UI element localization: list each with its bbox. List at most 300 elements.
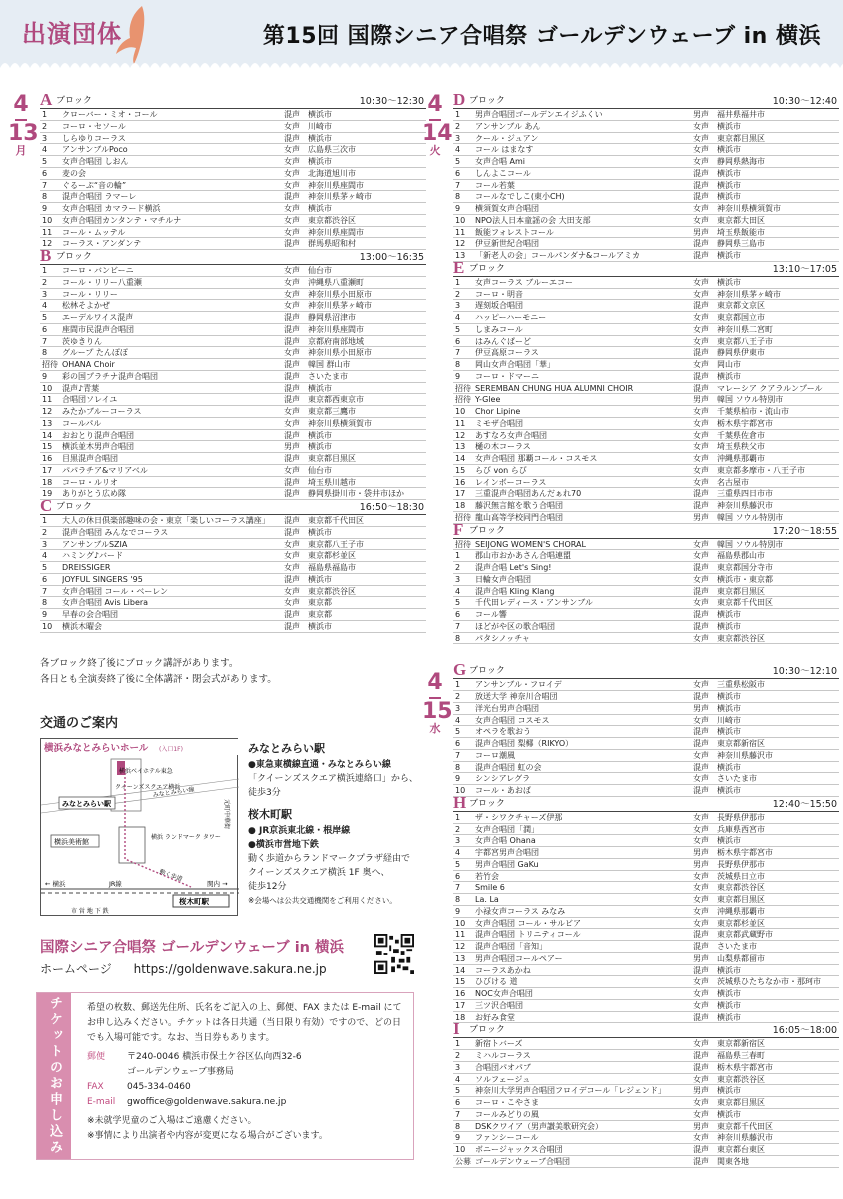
map-landmark: 横浜 ランドマーク タワー [151, 834, 221, 841]
group-name: レインボーコーラス [475, 477, 547, 487]
group-name: 遅刻坂合唱団 [475, 301, 523, 311]
group-location: 横浜市 [308, 442, 332, 452]
block-letter: A [40, 90, 53, 109]
performer-row [40, 121, 426, 133]
performer-row [453, 953, 839, 965]
performer-row [453, 180, 839, 192]
group-name: コール はまなす [475, 145, 534, 155]
group-name: 混声合唱団 みんなでコーラス [62, 527, 169, 537]
voice-type: 混声 [284, 239, 300, 249]
row-number: 18 [42, 477, 53, 487]
row-number: 6 [455, 1098, 461, 1107]
voice-type: 女声 [693, 289, 709, 299]
voice-type: 混声 [284, 371, 300, 381]
voice-type: 女声 [284, 539, 300, 549]
performer-row [453, 359, 839, 371]
row-number: 9 [42, 204, 48, 213]
group-location: 栃木県宇都宮市 [717, 1062, 773, 1072]
row-number: 7 [42, 180, 48, 190]
note-line: 各日とも全演奏終了後に全体講評・閉会式があります。 [40, 674, 277, 685]
row-number: 3 [42, 289, 48, 299]
row-number: 8 [455, 762, 461, 772]
performer-row [40, 586, 426, 598]
performer-row [453, 1156, 839, 1168]
row-number: 16 [42, 454, 53, 463]
group-location: 東京都文京区 [717, 301, 765, 311]
group-location: 神奈川県座間市 [308, 324, 364, 334]
row-number: 5 [455, 598, 461, 608]
group-location: 神奈川県座間市 [308, 180, 364, 190]
map-mm-station: みなとみらい駅 [62, 800, 111, 808]
row-number: 3 [455, 703, 461, 713]
row-number: 6 [455, 168, 461, 178]
group-location: 神奈川県藤沢市 [717, 1133, 773, 1143]
group-location: 横浜市 [308, 133, 332, 143]
group-name: コール・ムッテル [62, 227, 126, 237]
performer-row [40, 539, 426, 551]
group-location: 神奈川県藤沢市 [717, 501, 773, 510]
performer-row [453, 215, 839, 227]
voice-type: 女声 [693, 1133, 709, 1143]
website-line [40, 960, 327, 977]
group-location: 横浜市 [717, 727, 741, 737]
performer-row [453, 312, 839, 324]
access-map-drawing [41, 739, 239, 917]
voice-type: 女声 [693, 633, 709, 643]
block-e [453, 257, 839, 524]
performer-row [453, 477, 839, 489]
group-name: 合唱団ソレイユ [62, 395, 118, 405]
group-name: コール・あおば [475, 786, 531, 795]
row-number: 9 [42, 371, 48, 381]
group-location: 横浜市 [308, 621, 332, 631]
row-number: 7 [455, 883, 461, 893]
map-hall-entry: (入口1F) [159, 746, 183, 753]
block-header [40, 246, 426, 265]
voice-type: 女声 [693, 1000, 709, 1010]
sk-station-name: 桜木町駅 [248, 808, 292, 821]
performer-row [40, 371, 426, 383]
group-location: 長野県伊那市 [717, 812, 765, 822]
group-name: 神奈川大学男声合唱団フロイデコール「レジェンド」 [475, 1086, 666, 1096]
right-column [453, 90, 839, 1168]
block-header [453, 660, 839, 680]
group-location: 東京都杉並区 [308, 551, 356, 561]
bird-icon [112, 4, 154, 66]
group-name: コーロ・明音 [475, 289, 523, 299]
group-name: シンシアレグラ [475, 774, 531, 784]
performer-row [40, 418, 426, 430]
performer-row [40, 133, 426, 145]
block-word: ブロック [56, 96, 92, 106]
website-url[interactable]: https://goldenwave.sakura.ne.jp [133, 962, 327, 976]
row-number: 1 [42, 516, 48, 525]
row-number: 9 [455, 371, 461, 381]
block-time: 10:30～12:40 [772, 96, 837, 107]
performer-row [40, 265, 426, 277]
performer-row [453, 394, 839, 406]
group-location: 東京都千代田区 [717, 1121, 773, 1131]
row-number: 2 [455, 563, 461, 572]
performer-row [40, 191, 426, 203]
row-number: 15 [42, 442, 53, 452]
row-number: 11 [42, 395, 53, 405]
row-number: 4 [42, 551, 48, 561]
group-name: 茨ゆきりん [62, 336, 102, 346]
row-number: 5 [42, 313, 48, 322]
block-header [453, 792, 839, 812]
performer-row [453, 347, 839, 359]
performer-row [40, 621, 426, 633]
group-location: 横浜市 [717, 1109, 741, 1119]
group-location: 東京都千代田区 [717, 598, 773, 608]
group-location: 東京都八王子市 [717, 336, 773, 346]
voice-type: 混声 [693, 383, 709, 393]
group-location: 東京都 [308, 598, 332, 608]
group-name: 大人の休日倶楽部趣味の会・東京「楽しいコーラス講座」 [62, 516, 270, 525]
voice-type: 女声 [693, 883, 709, 893]
sk-line-3: 動く歩道からランドマークプラザ経由で [248, 854, 411, 864]
group-location: 東京都八王子市 [308, 539, 364, 549]
group-location: 神奈川県座間市 [308, 227, 364, 237]
block-time: 10:30～12:10 [772, 666, 837, 678]
performer-row [40, 347, 426, 359]
voice-type: 混声 [693, 168, 709, 178]
voice-type: 混声 [693, 965, 709, 975]
voice-type: 女声 [693, 157, 709, 166]
row-number: 4 [455, 313, 461, 322]
performer-row [40, 609, 426, 621]
group-name: 横浜木曜会 [62, 621, 102, 631]
group-location: 広島県三次市 [308, 145, 356, 155]
group-location: 埼玉県川越市 [308, 477, 356, 487]
group-name: 日輪女声合唱団 [475, 574, 531, 584]
mm-line-2: 「クイーンズスクエア横浜連絡口」から、 [248, 774, 418, 784]
block-header [453, 257, 839, 277]
performer-row [40, 180, 426, 192]
voice-type: 混声 [693, 692, 709, 701]
row-number: 3 [455, 1062, 461, 1072]
map-hall-label: 横浜みなとみらいホール [44, 743, 149, 754]
performer-row [453, 574, 839, 586]
voice-type: 女声 [284, 204, 300, 213]
performer-row [40, 383, 426, 395]
group-location: 横浜市 [308, 527, 332, 537]
group-location: 兵庫県西宮市 [717, 824, 765, 834]
voice-type: 女声 [284, 586, 300, 596]
row-number: 9 [455, 774, 461, 784]
group-location: 仙台市 [308, 266, 332, 275]
group-name: 混声合唱団 トリニティコール [475, 930, 581, 940]
performer-row [453, 918, 839, 930]
voice-type: 女声 [693, 1039, 709, 1049]
voice-type: 女声 [284, 551, 300, 561]
row-number: 18 [455, 501, 466, 510]
row-number: 17 [42, 465, 53, 475]
voice-type: 女声 [693, 871, 709, 881]
row-number: 8 [455, 360, 461, 369]
performer-row [453, 203, 839, 215]
voice-type: 混声 [284, 489, 300, 499]
row-number: 2 [455, 1051, 461, 1060]
sk-line-5: 徒歩12分 [248, 882, 287, 892]
group-location: 東京都国分寺市 [717, 563, 773, 572]
row-number: 7 [42, 336, 48, 346]
group-location: 茨城県ひたちなか市・那珂市 [717, 977, 821, 987]
group-name: ぐるーぷ“音の輪” [62, 180, 127, 190]
block-header [40, 496, 426, 515]
qr-code-icon[interactable] [374, 934, 414, 974]
group-location: 神奈川県横須賀市 [717, 204, 781, 213]
performer-row [453, 488, 839, 500]
row-number: 9 [455, 204, 461, 213]
group-location: 横浜市 [308, 110, 332, 119]
voice-type: 混声 [693, 563, 709, 572]
group-location: 韓国 ソウル特別市 [717, 539, 784, 549]
voice-type: 女声 [284, 168, 300, 178]
voice-type: 女声 [693, 313, 709, 322]
voice-type: 男声 [693, 1121, 709, 1131]
voice-type: 女声 [693, 977, 709, 987]
group-location: 埼玉県秩父市 [717, 442, 765, 452]
group-location: 横浜市 [717, 610, 741, 619]
group-name: 郡山市おかあさん合唱連盟 [475, 551, 571, 561]
map-mm-line: みなとみらい線 [152, 786, 195, 799]
performer-row [453, 847, 839, 859]
performer-row [40, 203, 426, 215]
voice-type: 男声 [693, 110, 709, 119]
group-location: さいたま市 [308, 371, 348, 381]
group-name: Chor Lipine [475, 407, 521, 416]
row-number: 5 [455, 1086, 461, 1096]
group-location: 横浜市 [308, 204, 332, 213]
performer-row [40, 289, 426, 301]
performer-row [453, 773, 839, 785]
row-number: 5 [42, 157, 48, 166]
group-name: SEIJONG WOMEN'S CHORAL [475, 539, 586, 549]
group-location: 横浜市 [717, 703, 741, 713]
group-name: 小禄女声コーラス みなみ [475, 906, 566, 916]
performer-row [453, 430, 839, 442]
group-name: NPO法人日本童謡の会 大田支部 [475, 215, 591, 225]
group-location: 茨城県日立市 [717, 871, 765, 881]
row-number: 5 [455, 859, 461, 869]
group-name: コール・リリー [62, 289, 118, 299]
note-line: 各ブロック終了後にブロック講評があります。 [40, 658, 239, 669]
block-word: ブロック [469, 1025, 505, 1036]
performer-row [453, 562, 839, 574]
row-number: 16 [455, 477, 466, 487]
performer-row [40, 168, 426, 180]
voice-type: 女声 [284, 289, 300, 299]
voice-type: 女声 [693, 895, 709, 904]
row-number: 10 [455, 1145, 466, 1154]
group-name: OHANA Choir [62, 360, 115, 369]
group-location: 東京都西東京市 [308, 395, 364, 405]
map-subway: 市 営 地 下 鉄 [71, 908, 109, 915]
row-number: 6 [455, 336, 461, 346]
voice-type: 混声 [284, 516, 300, 525]
row-number: 1 [455, 110, 461, 119]
group-name: 三重混声合唱団あんだぁれ70 [475, 489, 582, 499]
group-location: 横浜市・東京都 [717, 574, 773, 584]
block-time: 17:20～18:55 [772, 525, 837, 537]
group-name: JOYFUL SINGERS '95 [62, 574, 143, 584]
row-number: 11 [455, 418, 466, 428]
group-location: 横浜市 [717, 180, 741, 190]
row-number: 9 [455, 906, 461, 916]
group-name: 女声合唱団 那覇コール・コスモス [475, 454, 598, 463]
voice-type: 混声 [284, 383, 300, 393]
row-number: 1 [455, 1039, 461, 1049]
map-hotel: 横浜ベイホテル東急 [119, 768, 173, 775]
group-name: コール響 [475, 610, 507, 619]
voice-type: 男声 [693, 953, 709, 963]
ticket-mail-2: ゴールデンウェーブ事務局 [127, 1067, 234, 1077]
row-number: 3 [455, 301, 461, 311]
group-name: NOC女声合唱団 [475, 989, 533, 998]
row-number: 11 [455, 227, 466, 237]
map-museum: 横浜美術館 [54, 838, 89, 846]
group-name: 女声合唱団 コスモス [475, 715, 550, 725]
row-number: 7 [42, 586, 48, 596]
row-number: 7 [455, 180, 461, 190]
day-marker-13: 4 13 月 [8, 92, 39, 157]
group-name: 岡山女声合唱団「華」 [475, 360, 555, 369]
voice-type: 混声 [693, 727, 709, 737]
block-time: 12:40～15:50 [772, 798, 837, 810]
header-scallop-edge [0, 58, 843, 74]
voice-type: 女声 [284, 348, 300, 358]
group-name: 伊豆高原コーラス [475, 348, 539, 358]
group-name: コールみどりの風 [475, 1109, 539, 1119]
ticket-email-address[interactable]: gwoffice@goldenwave.sakura.ne.jp [127, 1097, 287, 1107]
voice-type: 混声 [693, 301, 709, 311]
voice-type: 男声 [693, 1086, 709, 1096]
row-number: 11 [42, 227, 53, 237]
voice-type: 女声 [693, 989, 709, 998]
group-name: コール若葉 [475, 180, 515, 190]
left-column [40, 90, 426, 633]
performer-row [453, 835, 839, 847]
voice-type: 混声 [284, 454, 300, 463]
performer-row [453, 941, 839, 953]
performer-row [453, 371, 839, 383]
map-sakuragicho: 桜木町駅 [179, 897, 209, 906]
performer-row [453, 277, 839, 289]
performer-row [40, 394, 426, 406]
voice-type: 混声 [693, 1051, 709, 1060]
row-number: 8 [455, 895, 461, 904]
voice-type: 女声 [693, 824, 709, 834]
group-name: コーロ・ドマーニ [475, 371, 539, 381]
group-location: 横浜市 [308, 383, 332, 393]
voice-type: 混声 [284, 324, 300, 334]
group-name: ザ・シワクチャーズ伊那 [475, 812, 563, 822]
website-label: ホームページ [40, 962, 112, 976]
group-location: 神奈川県茅ヶ崎市 [308, 192, 372, 202]
voice-type: 女声 [284, 215, 300, 225]
performer-row [453, 512, 839, 524]
block-letter: D [453, 90, 466, 109]
performer-row [453, 679, 839, 691]
group-name: 女声合唱団カンタンテ・マチルナ [62, 215, 182, 225]
performer-row [453, 812, 839, 824]
group-name: コールパル [62, 418, 102, 428]
row-number: 8 [455, 1121, 461, 1131]
performers-heading: 出演団体 [22, 20, 122, 48]
ticket-side-label: チケットのお申し込み [37, 993, 71, 1159]
mm-line-3: 徒歩3分 [248, 788, 281, 798]
performer-row [40, 562, 426, 574]
row-number: 4 [455, 586, 461, 596]
row-number: 14 [455, 454, 466, 463]
group-location: 沖縄県那覇市 [717, 906, 765, 916]
row-number: 4 [455, 715, 461, 725]
voice-type: 混声 [693, 610, 709, 619]
voice-type: 混声 [284, 110, 300, 119]
row-number: 8 [42, 598, 48, 608]
row-number: 13 [455, 251, 466, 260]
block-letter: G [453, 660, 467, 680]
group-location: 川崎市 [717, 715, 741, 725]
group-name: 女声コーラス ブルーエコー [475, 277, 573, 287]
performer-row [453, 550, 839, 562]
ticket-note-1: ※未就学児童のご入場はご遠慮ください。 [87, 1116, 257, 1126]
group-location: 静岡県伊東市 [717, 348, 765, 358]
block-c [40, 496, 426, 633]
group-location: 神奈川県茅ヶ崎市 [717, 289, 781, 299]
ticket-lead: 希望の枚数、郵送先住所、氏名をご記入の上、郵便、FAX または E-mail にてお申し込みください。チケットは各日共通（当日限り有効）ですので、どの日でも入場可能です。なお、当日券もあります。 [87, 1003, 402, 1043]
group-location: 横浜市 [717, 251, 741, 260]
row-number: 9 [42, 610, 48, 619]
row-number: 16 [455, 989, 466, 998]
group-name: みたかブルーコーラス [62, 407, 142, 416]
row-number: 14 [455, 965, 466, 975]
voice-type: 女声 [693, 204, 709, 213]
performer-row [453, 1109, 839, 1121]
group-name: 伊豆新世紀合唱団 [475, 239, 539, 249]
group-location: 横浜市 [717, 168, 741, 178]
block-header [453, 519, 839, 539]
voice-type: 混声 [693, 942, 709, 951]
row-number: 3 [42, 133, 48, 143]
voice-type: 女声 [284, 266, 300, 275]
block-time: 16:50～18:30 [359, 502, 424, 513]
group-name: あすなろ女声合唱団 [475, 430, 547, 440]
row-number: 6 [42, 324, 48, 334]
group-location: 東京都杉並区 [717, 918, 765, 928]
station-directions [248, 742, 418, 908]
sk-line-6: ※会場へは公共交通機関をご利用ください。 [248, 896, 397, 905]
voice-type: 女声 [693, 551, 709, 561]
voice-type: 混声 [693, 762, 709, 772]
performer-row [40, 453, 426, 465]
performer-row [453, 633, 839, 645]
block-letter: F [453, 519, 464, 539]
group-location: 東京都目黒区 [717, 895, 765, 904]
voice-type: 混声 [693, 739, 709, 748]
group-name: 合唱団パオパブ [475, 1062, 531, 1072]
group-name: 横須賀女声合唱団 [475, 204, 539, 213]
performer-row [40, 144, 426, 156]
group-name: 宇都宮男声合唱団 [475, 848, 539, 857]
group-name: 彩の国プラチナ混声合唱団 [62, 371, 158, 381]
row-number: 1 [455, 551, 461, 561]
performer-row [453, 336, 839, 348]
performer-row [40, 488, 426, 500]
group-location: 福島県郡山市 [717, 551, 765, 561]
